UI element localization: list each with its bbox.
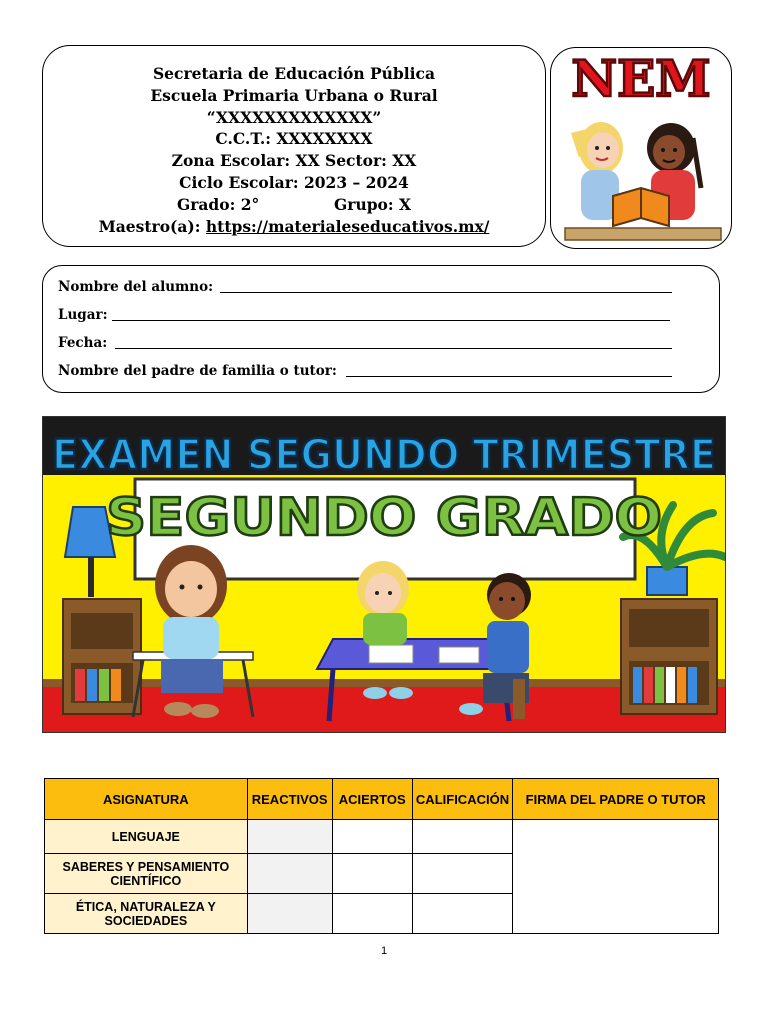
- classroom-illustration-icon: [43, 417, 725, 732]
- subject-lenguaje: LENGUAJE: [45, 820, 248, 854]
- school-header: [42, 45, 546, 247]
- reading-kids-icon: [551, 48, 731, 248]
- header-cct: C.C.T.: XXXXXXXX: [215, 129, 373, 149]
- student-name-field[interactable]: [58, 279, 698, 295]
- header-secretaria: Secretaria de Educación Pública: [152, 64, 436, 83]
- header-grade: Grado: 2°: [176, 194, 260, 214]
- correct-cell[interactable]: [332, 894, 412, 934]
- page-number: 1: [380, 945, 388, 957]
- signature-cell[interactable]: [513, 820, 719, 934]
- header-school-name: “XXXXXXXXXXXXX”: [206, 107, 382, 127]
- banner-title: EXAMEN SEGUNDO TRIMESTRE: [52, 430, 716, 479]
- nem-logo-box: [550, 47, 732, 249]
- header-zone: Zona Escolar: XX Sector: XX: [171, 151, 417, 171]
- header-grade: CALIFICACIÓN: [412, 779, 513, 820]
- date-line[interactable]: [115, 348, 672, 349]
- nem-logo-text: NEM: [571, 49, 711, 108]
- correct-cell[interactable]: [332, 820, 412, 854]
- header-cycle: Ciclo Escolar: 2023 – 2024: [179, 172, 409, 192]
- header-teacher: [43, 216, 545, 238]
- parent-name-label: Nombre del padre de familia o tutor:: [58, 363, 337, 379]
- items-cell[interactable]: [247, 894, 332, 934]
- student-name-label: Nombre del alumno:: [58, 279, 214, 295]
- place-field[interactable]: [58, 307, 698, 323]
- grades-table: [44, 778, 719, 934]
- place-line[interactable]: [112, 320, 670, 321]
- header-signature: FIRMA DEL PADRE O TUTOR: [513, 779, 719, 820]
- parent-name-field[interactable]: [58, 363, 698, 379]
- header-grade-group: [43, 194, 545, 216]
- grade-cell[interactable]: [412, 820, 513, 854]
- header-items: REACTIVOS: [247, 779, 332, 820]
- student-name-line[interactable]: [220, 292, 672, 293]
- items-cell[interactable]: [247, 820, 332, 854]
- table-header-row: [45, 779, 719, 820]
- parent-name-line[interactable]: [346, 376, 672, 377]
- place-label: Lugar:: [58, 307, 108, 323]
- grade-cell[interactable]: [412, 854, 513, 894]
- items-cell[interactable]: [247, 854, 332, 894]
- subject-etica: ÉTICA, NATURALEZA Y SOCIEDADES: [45, 894, 248, 934]
- date-field[interactable]: [58, 335, 698, 351]
- grade-cell[interactable]: [412, 894, 513, 934]
- table-row: [45, 820, 719, 854]
- teacher-label: Maestro(a):: [98, 216, 206, 236]
- student-info-form: [42, 265, 720, 393]
- header-school-type: Escuela Primaria Urbana o Rural: [150, 85, 438, 105]
- header-group: Grupo: X: [334, 194, 412, 214]
- correct-cell[interactable]: [332, 854, 412, 894]
- teacher-link[interactable]: https://materialeseducativos.mx/: [205, 216, 490, 236]
- header-correct: ACIERTOS: [332, 779, 412, 820]
- banner-subtitle: SEGUNDO GRADO: [106, 488, 662, 548]
- date-label: Fecha:: [58, 335, 108, 351]
- exam-banner: [42, 416, 726, 733]
- subject-saberes: SABERES Y PENSAMIENTO CIENTÍFICO: [45, 854, 248, 894]
- header-subject: ASIGNATURA: [45, 779, 248, 820]
